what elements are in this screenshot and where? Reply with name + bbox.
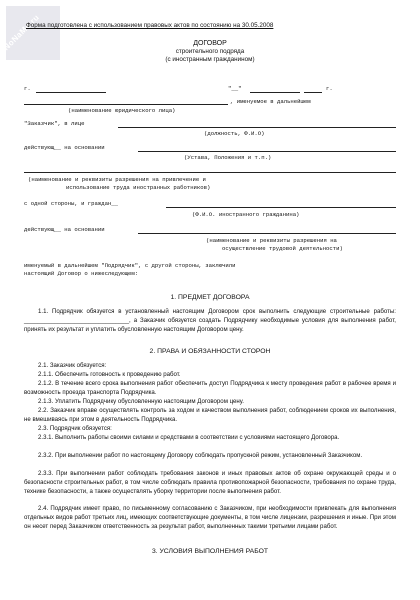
representative-blank bbox=[118, 127, 396, 128]
citizen-name-blank bbox=[166, 207, 396, 208]
acting-basis-citizen: действующ__ на основании bbox=[24, 226, 105, 233]
work-permit-caption-line2: осуществление трудовой деятельности) bbox=[222, 245, 343, 252]
customer-in-person: "Заказчик", в лице bbox=[24, 120, 85, 127]
clause-2-3-2: 2.3.2. При выполнении работ по настоящему Договору соблюдать пропускной режим, установленный Заказчиком. bbox=[38, 452, 363, 459]
work-permit-blank bbox=[138, 233, 396, 234]
acting-basis: действующ__ на основании bbox=[24, 144, 105, 151]
clause-2-1-1: 2.1.1. Обеспечить готовность к проведению работ. bbox=[38, 371, 181, 378]
legal-name-blank bbox=[24, 104, 228, 105]
header-note: Форма подготовлена с использованием правовых актов по состоянию на 30.05.2008 bbox=[26, 22, 274, 29]
clause-2-4: 2.4. Подрядчик имеет право, по письменному согласованию с Заказчиком, при необходимости привлекать для выполнения отдельных видов работ третьих лиц, имеющих соответствующие документы, в том числе лицензии, разрешения и иные. При этом он несет перед Заказчиком ответственность за результат работ, выполненных такими третьими лицами работ. bbox=[24, 505, 396, 530]
contractor-intro-line2: настоящий Договор о нижеследующем: bbox=[24, 270, 139, 277]
one-side-citizen: с одной стороны, и граждан__ bbox=[24, 200, 118, 207]
section-1-heading: 1. ПРЕДМЕТ ДОГОВОРА bbox=[170, 294, 250, 301]
section-3-heading: 3. УСЛОВИЯ ВЫПОЛНЕНИЯ РАБОТ bbox=[151, 548, 269, 555]
clause-2-3-3: 2.3.3. При выполнении работ соблюдать требования законов и иных правовых актов об охране окружающей среды и о безопасности строительных работ, в том числе соблюдать правила противопожарной безопасности, требования по охране труда, технике безопасности, а также осуществлять уборку территории после выполнения работ. bbox=[24, 470, 396, 495]
charter-caption: (Устава, Положения и т.п.) bbox=[184, 154, 272, 161]
date-month-blank bbox=[250, 92, 300, 93]
clause-2-1: 2.1. Заказчик обязуется: bbox=[38, 362, 107, 369]
clause-2-3-1: 2.3.1. Выполнить работы своими силами и средствами в соответствии с условиями настоящего Договора. bbox=[38, 434, 340, 441]
date-day: "__" bbox=[228, 85, 242, 92]
basis-blank bbox=[138, 151, 396, 152]
year-suffix: г. bbox=[326, 85, 333, 92]
position-caption: (должность, Ф.И.О) bbox=[204, 130, 265, 137]
document-title: ДОГОВОР bbox=[193, 40, 227, 47]
date-year-blank bbox=[304, 92, 322, 93]
document-subtitle: строительного подряда bbox=[175, 48, 245, 55]
hereinafter-text: , именуемое в дальнейшем bbox=[230, 98, 311, 105]
permit-blank bbox=[24, 172, 396, 173]
clause-2-1-3: 2.1.3. Уплатить Подрядчику обусловленную настоящим Договором цену. bbox=[38, 398, 244, 405]
document-subtitle-foreign: (с иностранным гражданином) bbox=[165, 56, 255, 63]
clause-2-2: 2.2. Заказчик вправе осуществлять контроль за ходом и качеством выполнения работ, соблюдением сроков их выполнения, не вмешиваясь при этом в деятельность Подрядчика. bbox=[24, 407, 396, 423]
citizen-caption: (Ф.И.О. иностранного гражданина) bbox=[192, 211, 300, 218]
clause-2-3: 2.3. Подрядчик обязуется: bbox=[38, 425, 112, 432]
city-prefix: г. bbox=[24, 85, 31, 92]
section-2-heading: 2. ПРАВА И ОБЯЗАННОСТИ СТОРОН bbox=[149, 348, 271, 355]
contractor-intro-line1: именуемый в дальнейшем "Подрядчик", с другой стороны, заключили bbox=[24, 262, 236, 269]
clause-2-1-2: 2.1.2. В течение всего срока выполнения работ обеспечить доступ Подрядчика к месту проведения работ в рабочее время и возможность проезда транспорта Подрядчика. bbox=[24, 380, 396, 396]
permit-caption-line1: (наименование и реквизиты разрешения на привлечение и bbox=[28, 176, 206, 183]
city-blank bbox=[36, 92, 106, 93]
legal-name-caption: (наименование юридического лица) bbox=[68, 107, 176, 114]
permit-caption-line2: использование труда иностранных работников) bbox=[66, 184, 211, 191]
clause-1-1: 1.1. Подрядчик обязуется в установленный настоящим Договором срок выполнить следующие строительные работы: _______________________________, а Заказчик обязуется создать Подрядчику необходимые условия для выполнения работ, принять их результат и уплатить обусловленную настоящим Договором цену. bbox=[24, 308, 396, 333]
watermark-text: NoNaMe.ru bbox=[1, 12, 42, 53]
work-permit-caption-line1: (наименование и реквизиты разрешения на bbox=[206, 237, 337, 244]
